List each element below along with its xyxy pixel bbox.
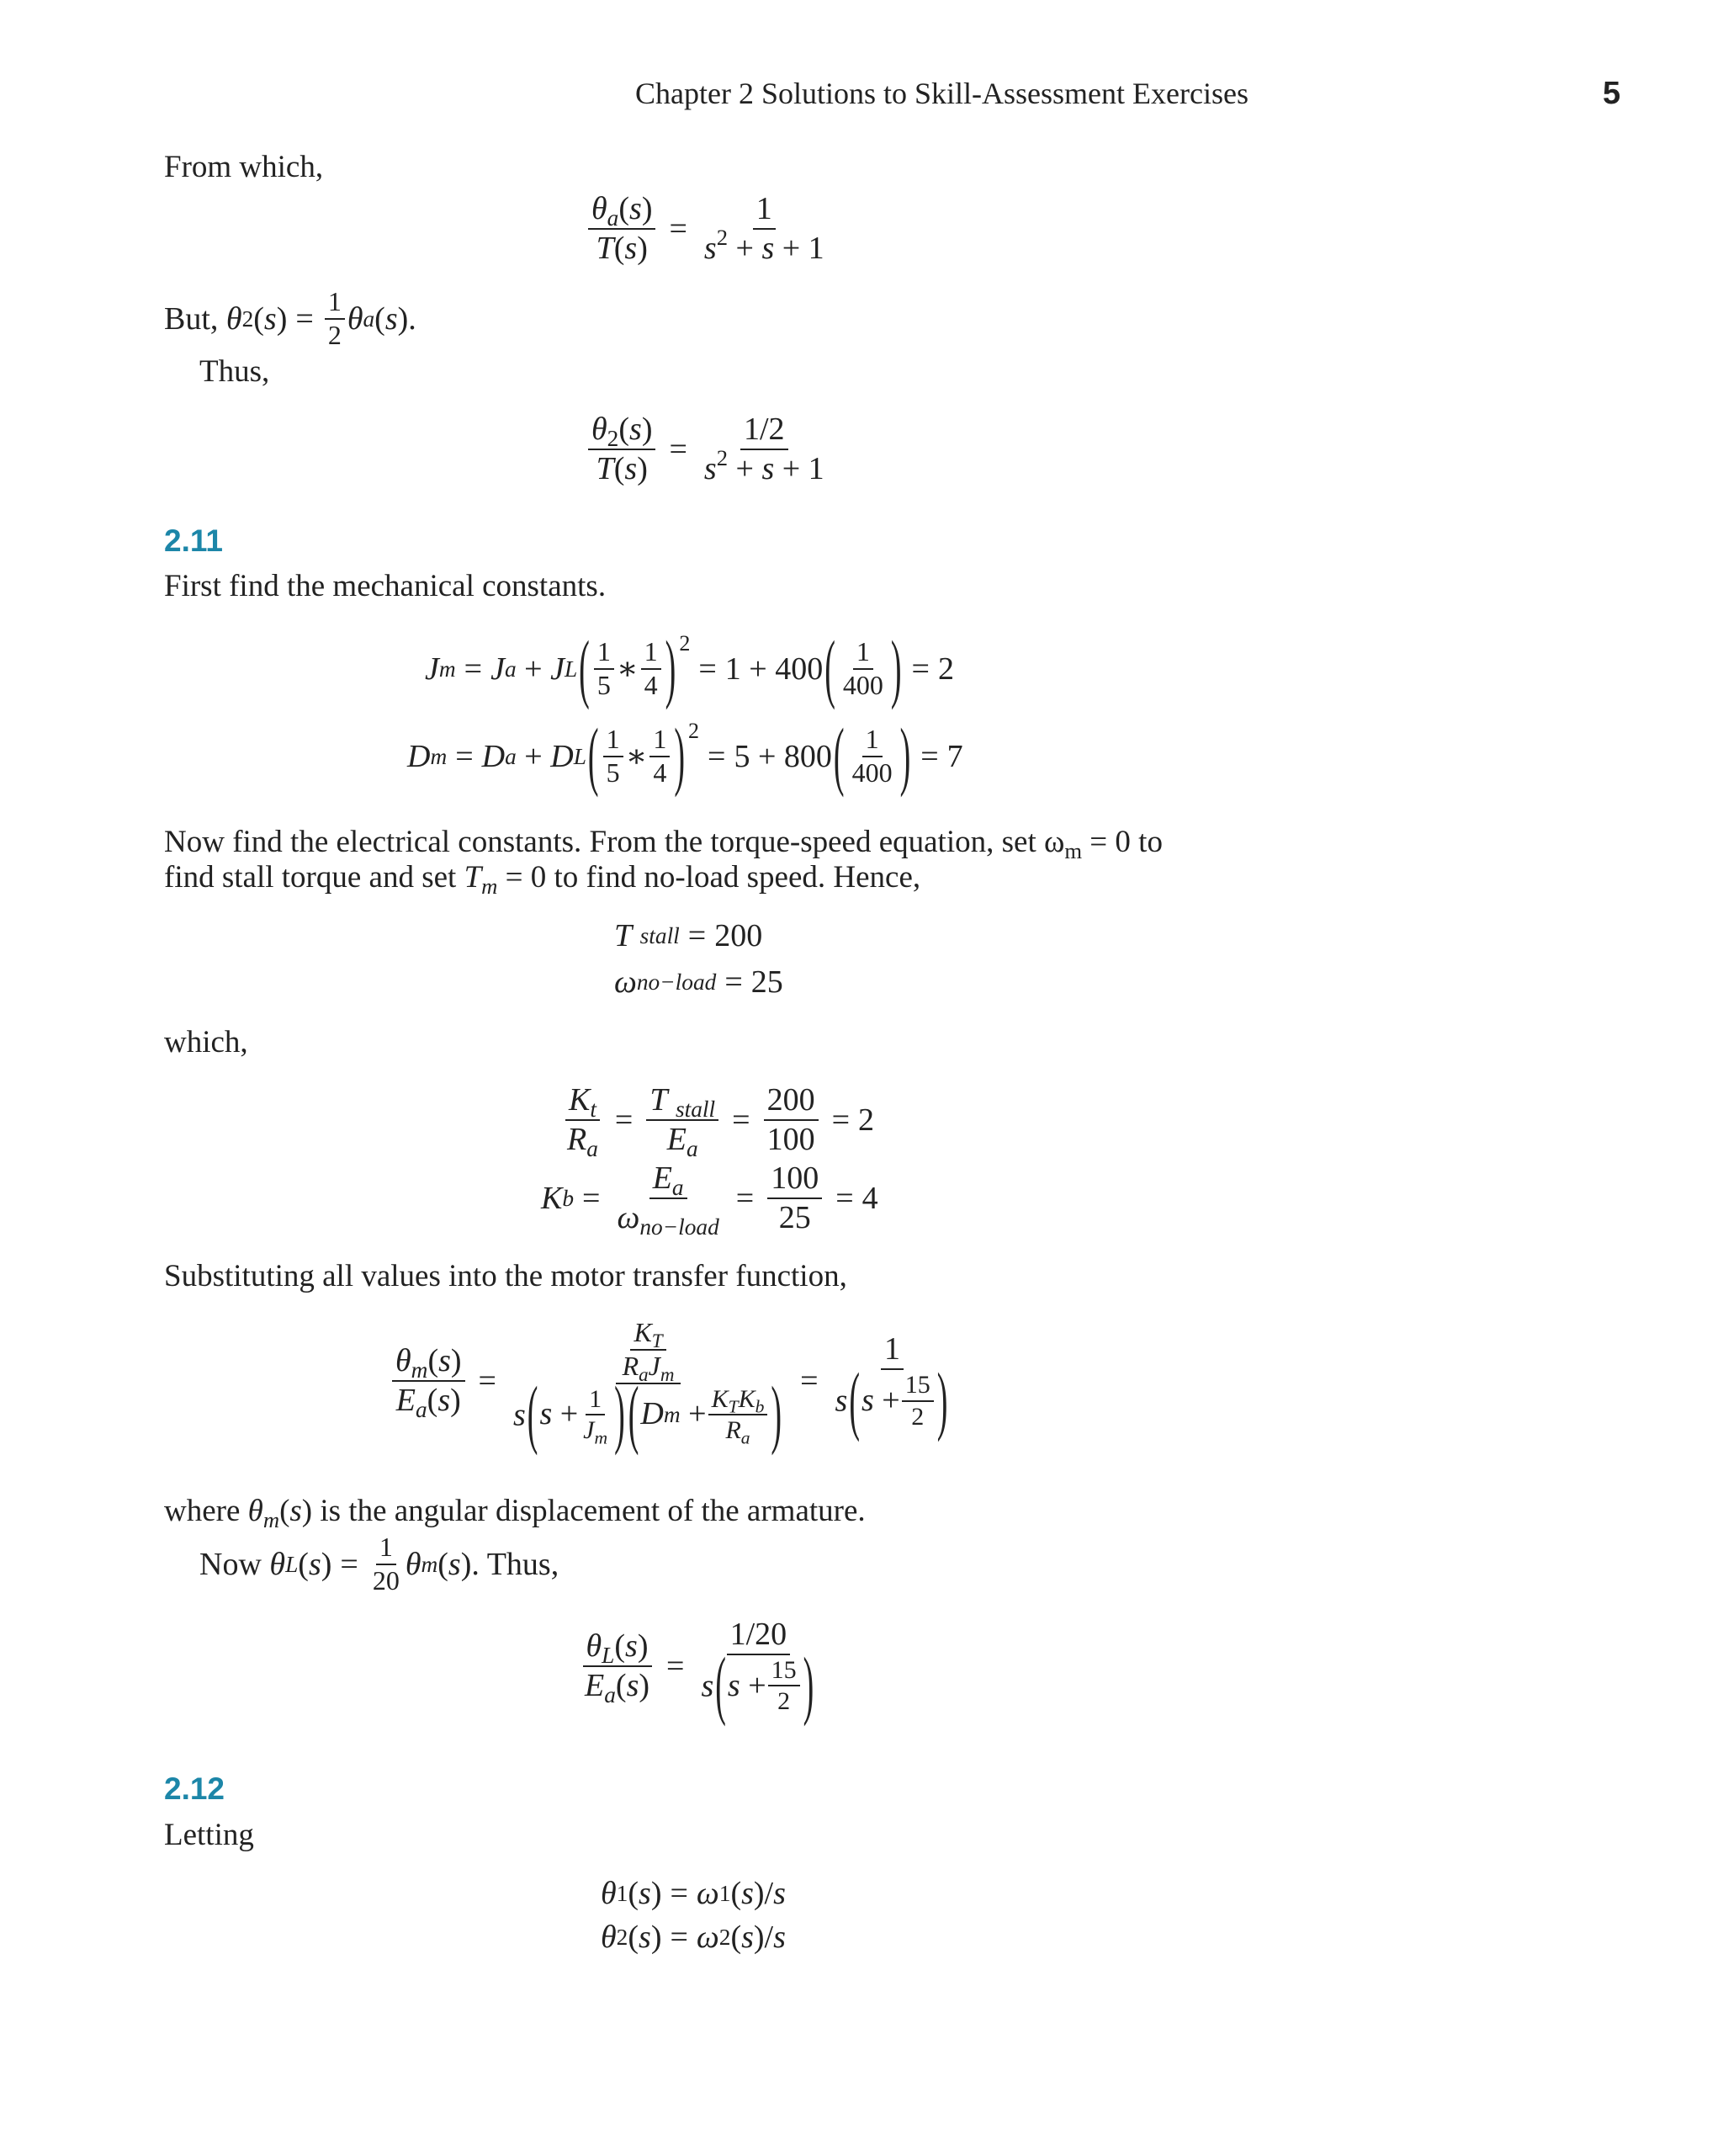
dm-frac3-den: 400: [851, 757, 893, 788]
jm-frac3-num: 1: [853, 636, 873, 670]
jm-frac1-den: 5: [596, 669, 611, 700]
dm-800: 800: [783, 738, 832, 774]
text-which: which,: [164, 1025, 248, 1059]
text-from-which: From which,: [164, 150, 324, 184]
kb-sub-no-load: no−load: [639, 1214, 719, 1240]
now-start: Now: [199, 1546, 262, 1582]
half-value: 1/2: [740, 411, 788, 450]
jm-400: 400: [775, 651, 824, 687]
equation-theta2: θ 2 ( s ) = ω 2 ( s )/ s: [601, 1920, 786, 1955]
equation-kb: K b = $\frac{E_a}{\omega_{no-load}}$ = $\frac{100}{25}$ = 4: [541, 1160, 878, 1240]
dm-frac2-num: 1: [649, 724, 670, 757]
running-head: Chapter 2 Solutions to Skill-Assessment Exercises: [635, 77, 1249, 110]
half-numerator: 1: [325, 286, 345, 320]
numerator-one: 1: [753, 190, 776, 230]
jm-exponent: 2: [679, 630, 691, 656]
now-end: . Thus,: [471, 1546, 559, 1582]
tf-15: 15: [902, 1370, 934, 1401]
denominator-one: 1: [808, 230, 824, 266]
omega-no-load-value: 25: [750, 964, 783, 1000]
text-substituting: Substituting all values into the motor transfer function,: [164, 1259, 847, 1293]
where-end: is the angular displacement of the armature.: [312, 1494, 866, 1528]
kb-25: 25: [778, 1199, 811, 1235]
where-start: where: [164, 1494, 248, 1528]
dm-five: 5: [734, 738, 750, 774]
kb-result: 4: [862, 1180, 878, 1216]
denominator-one-b: 1: [808, 450, 824, 486]
dm-exponent: 2: [688, 718, 700, 743]
tf-one-jm-num: 1: [586, 1384, 605, 1415]
sub-no-load: no−load: [636, 969, 717, 995]
now-find-line1-end: = 0 to: [1082, 825, 1163, 859]
now-find-line1-sub: m: [1064, 837, 1083, 863]
equation-omega-no-load: ω no−load = 25: [614, 964, 783, 1000]
page-number: 5: [1603, 76, 1621, 111]
equation-dm: D m = D a + D L ( $\frac{1}{5}$ ∗ $\frac{1}{4}$ ) 2 = 5 + 800 ( $\frac{1}{400}$ ) = 7: [407, 714, 963, 799]
equation-theta1: θ 1 ( s ) = ω 1 ( s )/ s: [601, 1876, 786, 1911]
kt-sub-stall: stall: [675, 1097, 716, 1123]
jm-frac1-num: 1: [594, 636, 614, 670]
equation-motor-transfer-function: $\frac{\theta_m(s)}{E_a(s)}$ = $\frac{K_T}{R_aJ_m}$ s ( s + $\frac{1}{J_m}$ ) ( D m + $\frac{K_TK_b}{R_a}$ ) = 1 s ( s + $\frac{15}{2}$ ): [387, 1317, 957, 1445]
equation-kt-over-ra: $\frac{K_t}{R_a}$ = $\frac{T _{stall}}{E_a}$ = $\frac{200}{100}$ = 2: [559, 1081, 874, 1159]
jm-result: 2: [937, 651, 954, 687]
equation-theta-l-over-ea: $\frac{\theta_L(s)}{E_a(s)}$ = 1/20 s ( s + $\frac{15}{2}$ ): [576, 1616, 824, 1717]
dm-result: 7: [946, 738, 963, 774]
text-now-find-line1: [164, 825, 1163, 861]
tf-2: 2: [911, 1402, 925, 1431]
jm-frac3-den: 400: [842, 669, 883, 700]
text-now-find-line2: find stall torque and set $T_m = 0$ to find no-load speed. Hence,: [164, 860, 921, 899]
twentieth-num: 1: [376, 1532, 396, 1565]
now-find-line2-start: find stall torque and set: [164, 860, 464, 895]
section-2-11: 2.11: [164, 523, 223, 558]
now-find-line2-end: = 0 to find no-load speed. Hence,: [497, 860, 921, 895]
theta-l-15: 15: [768, 1655, 800, 1686]
now-find-line1-text: Now find the electrical constants. From the torque-speed equation, set ω: [164, 825, 1065, 859]
jm-frac2-den: 4: [644, 669, 658, 700]
kt-200: 200: [764, 1081, 819, 1121]
equation-now-theta-l: Now θ L ( s ) = $\frac{1}{20}$ θ m ( s ) . Thus,: [199, 1532, 559, 1596]
text-thus: Thus,: [199, 354, 270, 389]
jm-one: 1: [724, 651, 741, 687]
equation-theta2-over-t: $\frac{\theta_2(s)}{T(s)}$ = $\frac{1/2}{s^2 + s + 1}$: [583, 411, 833, 488]
section-2-12: 2.12: [164, 1771, 225, 1806]
text-but: But,: [164, 300, 219, 337]
equation-t-stall: T stall = 200: [614, 918, 763, 953]
tf-result-num: 1: [881, 1330, 904, 1370]
equation-but-theta2: But, θ 2 ( s ) = $\frac{1}{2}$ θ a ( s ).: [164, 286, 416, 350]
t-stall-value: 200: [714, 918, 763, 953]
text-letting: Letting: [164, 1818, 254, 1852]
half-denominator: 2: [327, 319, 342, 350]
dm-frac2-den: 4: [653, 757, 667, 788]
kt-result: 2: [858, 1102, 874, 1138]
kb-100: 100: [767, 1160, 822, 1199]
kt-100: 100: [766, 1121, 815, 1157]
dm-frac1-den: 5: [606, 757, 620, 788]
equation-jm: J m = J a + J L ( $\frac{1}{5}$ ∗ $\frac{1}{4}$ ) 2 = 1 + 400 ( $\frac{1}{400}$ ) = 2: [425, 626, 954, 712]
dm-frac1-num: 1: [603, 724, 623, 757]
theta-l-2: 2: [777, 1687, 791, 1716]
dm-frac3-num: 1: [862, 724, 883, 757]
equation-theta-a-over-t: $\frac{\theta_a(s)}{T(s)}$ = $\frac{1}{s^2 + s + 1}$: [583, 190, 833, 268]
text-where: where $\theta_m(s)$ is the angular displacement of the armature.: [164, 1494, 866, 1532]
sub-stall: stall: [639, 923, 680, 948]
text-first-find: First find the mechanical constants.: [164, 569, 607, 603]
theta-l-twentieth: 1/20: [727, 1616, 791, 1655]
twentieth-den: 20: [372, 1564, 400, 1596]
jm-frac2-num: 1: [641, 636, 661, 670]
